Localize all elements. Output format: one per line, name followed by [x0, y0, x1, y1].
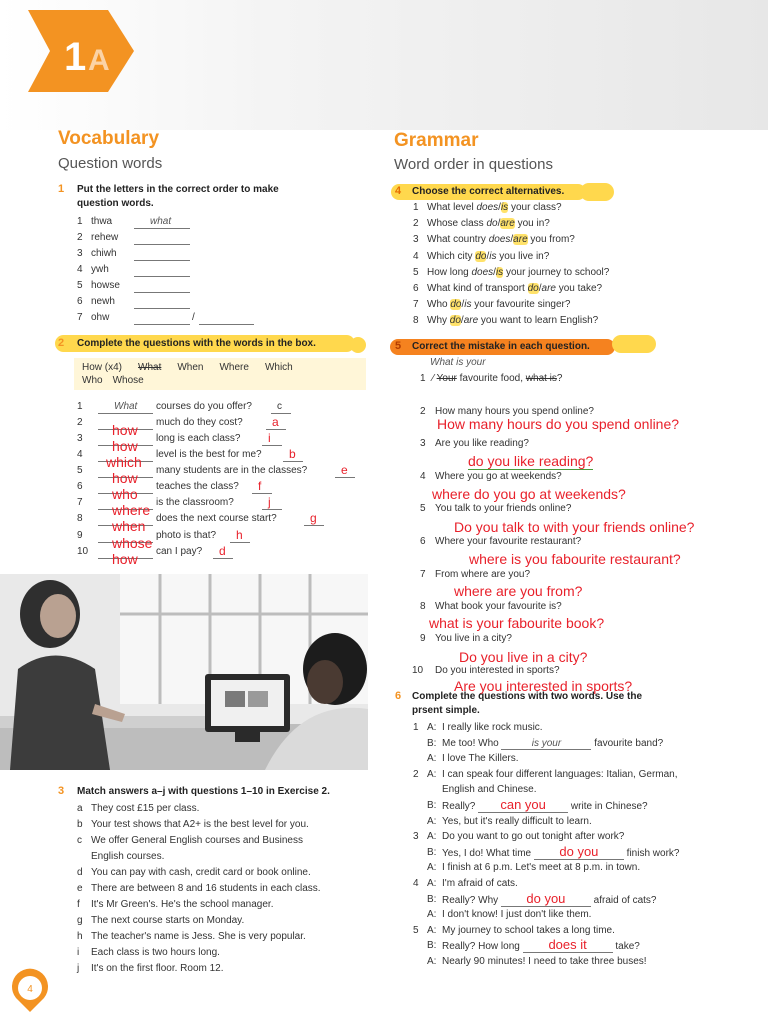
ex4-number: 4: [395, 185, 402, 197]
box-word: What: [138, 362, 162, 373]
question-start: What country: [427, 234, 489, 246]
page-number-badge: [10, 968, 50, 1014]
option-b: is: [489, 250, 497, 262]
item-letter: f: [77, 899, 80, 910]
match-letter: g: [310, 511, 317, 525]
match-blank: [262, 435, 282, 446]
grammar-subtitle: Word order in questions: [394, 156, 553, 173]
example-number: 1: [420, 373, 426, 384]
dialogue-text: [442, 797, 648, 813]
question-text: level is the best for me?: [156, 449, 262, 460]
option-a: does: [476, 202, 499, 213]
option-b: is: [495, 266, 504, 278]
question-line: [427, 218, 550, 229]
item-number: 5: [413, 266, 419, 278]
item-number: 4: [77, 449, 83, 460]
answer-text: We offer General English courses and Business: [91, 835, 303, 846]
option-separator: /: [460, 315, 464, 327]
answer-blank: [134, 282, 190, 293]
unit-letter: A: [88, 44, 110, 77]
example-answer: is your: [531, 737, 562, 749]
item-number: 4: [413, 878, 419, 889]
handwritten-correction: where is you fabourite restaurant?: [469, 551, 681, 567]
question-start: Who: [427, 299, 451, 311]
question-text: many students are in the classes?: [156, 465, 308, 476]
question-start: What level: [427, 202, 477, 213]
example-answer: what: [150, 216, 172, 227]
question-text: long is each class?: [156, 433, 241, 444]
item-letter: j: [77, 963, 80, 974]
answer-blank: [501, 890, 591, 907]
option-a: do: [486, 218, 498, 230]
item-letter: b: [77, 819, 83, 830]
handwritten-correction: where do you go at weekends?: [432, 486, 626, 502]
dialogue-end: favourite band?: [591, 737, 664, 749]
dialogue-start: Really? How long: [442, 941, 523, 953]
item-number: 1: [413, 722, 419, 733]
speaker-label: B:: [427, 893, 437, 905]
speaker-label: A:: [427, 862, 437, 874]
match-letter: i: [268, 431, 271, 445]
item-number: 10: [77, 546, 89, 557]
item-number: 7: [413, 299, 419, 311]
dialogue-start: Me too! Who: [442, 737, 502, 749]
answer-blank: [134, 266, 190, 277]
option-b: is: [500, 202, 509, 213]
question-end: you want to learn English?: [478, 315, 599, 327]
speaker-label: B:: [427, 940, 437, 952]
option-a: does: [488, 234, 511, 246]
option-b: are: [513, 234, 528, 246]
question-end: you take?: [555, 283, 603, 294]
item-letter: c: [77, 835, 82, 846]
dialogue-text: Nearly 90 minutes! I need to take three buses!: [442, 956, 647, 967]
speaker-label: A:: [427, 831, 437, 843]
box-word: When: [177, 362, 204, 373]
item-letter: a: [77, 803, 83, 814]
word-box-line-1: [82, 362, 293, 373]
item-number: 4: [413, 250, 419, 262]
ex1-number: 1: [58, 183, 65, 195]
dialogue-text: My journey to school takes a long time.: [442, 924, 615, 936]
scrambled-word: thwa: [91, 216, 113, 227]
item-number: 3: [77, 433, 83, 444]
option-separator: /: [497, 218, 501, 230]
vocabulary-title: Vocabulary: [58, 128, 160, 149]
handwritten-answer: which: [106, 454, 142, 470]
speaker-label: A:: [427, 722, 437, 733]
dialogue-start: Really? Why: [442, 894, 501, 906]
item-number: 6: [413, 283, 419, 294]
item-number: 1: [413, 202, 419, 213]
answer-blank: [534, 843, 624, 860]
dialogue-start: Yes, I do! What time: [442, 847, 534, 859]
option-b: are: [463, 315, 479, 327]
question-text: You talk to your friends online?: [435, 503, 572, 514]
item-number: 2: [77, 232, 83, 243]
answer-blank: [523, 937, 613, 953]
slash: /: [192, 312, 195, 323]
question-text: What book your favourite is?: [435, 601, 562, 612]
scrambled-word: howse: [91, 280, 120, 291]
dialogue-text: I really like rock music.: [442, 722, 543, 733]
item-letter: i: [77, 947, 80, 958]
handwritten-correction: Are you interested in sports?: [454, 678, 633, 694]
match-letter: f: [258, 479, 262, 493]
handwritten-correction: what is your fabourite book?: [429, 615, 605, 631]
dialogue-text: English and Chinese.: [442, 784, 537, 796]
dialogue-text: I love The Killers.: [442, 753, 519, 765]
answer-text: Your test shows that A2+ is the best level for you.: [91, 819, 309, 830]
handwritten-correction: where are you from?: [454, 583, 583, 599]
question-text: much do they cost?: [156, 417, 243, 428]
dialogue-end: take?: [612, 941, 640, 953]
question-line: [427, 234, 575, 245]
question-text: teaches the class?: [156, 481, 239, 492]
example-struck-phrase: what is: [525, 373, 557, 384]
option-separator: /: [538, 283, 542, 294]
item-number: 8: [77, 513, 83, 524]
ex1-instruction: Put the letters in the correct order to make: [77, 184, 279, 195]
example-end: ?: [556, 373, 563, 384]
example-struck-word: Your: [436, 373, 457, 384]
handwritten-correction: do you like reading?: [468, 453, 594, 469]
question-line: [427, 315, 598, 326]
handwritten-answer: how: [112, 551, 138, 567]
scrambled-word: newh: [91, 296, 115, 307]
unit-number: 1: [64, 35, 87, 79]
classroom-photo: [0, 574, 368, 770]
question-line: [427, 251, 549, 262]
option-b: are: [541, 283, 556, 294]
item-number: 5: [77, 280, 83, 291]
question-text: You live in a city?: [435, 633, 512, 644]
question-end: your journey to school?: [503, 266, 610, 278]
handwritten-answer: who: [112, 486, 138, 502]
handwritten-answer: how: [112, 470, 138, 486]
highlight-dot: [350, 337, 366, 353]
item-number: 8: [420, 601, 426, 612]
scrambled-word: ywh: [91, 264, 109, 275]
ex6-number: 6: [395, 690, 402, 702]
option-separator: /: [510, 234, 514, 246]
option-b: is: [464, 299, 472, 311]
question-text: photo is that?: [156, 530, 217, 541]
option-a: do: [475, 250, 487, 262]
answer-blank: [501, 738, 591, 750]
speaker-label: A:: [427, 956, 437, 967]
handwritten-answer: how: [112, 422, 138, 438]
item-number: 5: [420, 503, 426, 514]
option-separator: /: [461, 299, 465, 311]
match-letter: d: [219, 544, 226, 558]
handwritten-correction: How many hours do you spend online?: [437, 416, 680, 432]
speaker-label: A:: [427, 753, 437, 765]
unit-badge: [28, 10, 136, 92]
item-number: 9: [420, 633, 426, 644]
dialogue-text: [442, 843, 680, 860]
question-start: Whose class: [427, 218, 487, 230]
answer-text: English courses.: [91, 851, 165, 862]
question-text: Do you interested in sports?: [435, 665, 560, 676]
item-number: 4: [420, 471, 426, 482]
example-mid: favourite food,: [456, 373, 526, 384]
handwritten-answer: do you: [559, 843, 599, 859]
speaker-label: B:: [427, 846, 437, 858]
handwritten-answer: how: [112, 438, 138, 454]
ex1-instruction-2: question words.: [77, 198, 154, 209]
item-number: 3: [420, 438, 426, 449]
item-number: 2: [413, 768, 419, 780]
question-text: can I pay?: [156, 546, 203, 557]
question-line: [427, 299, 570, 310]
option-a: do: [449, 315, 461, 327]
answer-blank: [134, 234, 190, 245]
scrambled-word: rehew: [91, 232, 119, 243]
answer-text: The next course starts on Monday.: [91, 915, 245, 926]
question-start: What kind of transport: [427, 283, 528, 294]
highlight-dot: [612, 335, 656, 353]
option-separator: /: [493, 266, 496, 278]
question-text: Where you go at weekends?: [435, 471, 562, 482]
item-number: 5: [77, 465, 83, 476]
item-number: 5: [413, 924, 419, 936]
item-letter: d: [77, 867, 83, 878]
item-number: 6: [420, 536, 426, 547]
question-line: [427, 267, 609, 278]
speaker-label: A:: [427, 815, 437, 827]
box-word: Who: [82, 375, 103, 386]
ex4-instruction: Choose the correct alternatives.: [412, 186, 565, 197]
item-number: 6: [77, 296, 83, 307]
example-correction: What is your: [430, 357, 486, 368]
match-letter: e: [341, 463, 348, 477]
item-number: 6: [77, 481, 83, 492]
answer-text: The teacher's name is Jess. She is very popular.: [91, 931, 306, 942]
speaker-label: A:: [427, 909, 437, 921]
grammar-title: Grammar: [394, 130, 479, 151]
ex5-instruction: Correct the mistake in each question.: [412, 341, 590, 352]
item-number: 3: [77, 248, 83, 259]
question-start: How long: [427, 266, 472, 278]
box-word: Which: [264, 362, 293, 373]
answer-text: They cost £15 per class.: [91, 803, 200, 814]
ex2-number: 2: [58, 337, 65, 349]
question-line: [427, 283, 602, 294]
match-letter: c: [277, 401, 282, 412]
dialogue-text: Do you want to go out tonight after work?: [442, 831, 625, 843]
dialogue-end: afraid of cats?: [590, 894, 657, 906]
ex3-number: 3: [58, 785, 65, 797]
item-number: 1: [77, 216, 83, 227]
question-text: How many hours you spend online?: [435, 406, 594, 417]
page-number: 4: [27, 984, 33, 995]
item-number: 2: [420, 406, 426, 417]
dialogue-text: I finish at 6 p.m. Let's meet at 8 p.m. in town.: [442, 862, 641, 874]
handwritten-correction: Do you live in a city?: [459, 649, 588, 665]
handwritten-answer: can you: [500, 797, 546, 812]
question-text: Are you like reading?: [435, 438, 529, 449]
handwritten-answer: where: [112, 502, 151, 518]
speaker-label: A:: [427, 924, 437, 936]
item-number: 7: [420, 569, 426, 580]
item-number: 10: [412, 665, 424, 676]
box-word: Whose: [112, 375, 144, 386]
question-start: Why: [427, 315, 450, 327]
match-letter: j: [268, 495, 271, 509]
item-letter: e: [77, 883, 83, 894]
question-text: Where your favourite restaurant?: [435, 536, 582, 547]
item-number: 1: [77, 401, 83, 412]
answer-blank: [199, 314, 254, 325]
handwritten-answer: does it: [548, 937, 587, 953]
vocabulary-subtitle: Question words: [58, 155, 163, 172]
answer-text: There are between 8 and 16 students in each class.: [91, 883, 321, 894]
item-number: 2: [413, 218, 419, 230]
question-text: From where are you?: [435, 569, 531, 580]
dialogue-text: [442, 890, 657, 907]
answer-blank: [134, 314, 190, 325]
ex3-instruction: Match answers a–j with questions 1–10 in Exercise 2.: [77, 786, 330, 797]
match-letter: a: [272, 415, 279, 429]
option-separator: /: [486, 250, 490, 262]
dialogue-text: I can speak four different languages: Italian, German,: [442, 768, 678, 780]
option-a: do: [527, 283, 539, 294]
option-a: do: [450, 299, 462, 311]
answer-text: It's on the first floor. Room 12.: [91, 963, 224, 974]
speaker-label: A:: [427, 878, 437, 889]
dialogue-text: I don't know! I just don't like them.: [442, 909, 592, 921]
dialogue-text: [442, 738, 663, 750]
handwritten-answer: do you: [526, 890, 566, 906]
dialogue-end: write in Chinese?: [568, 801, 648, 812]
answer-blank: [478, 797, 568, 813]
match-blank: [252, 483, 272, 494]
handwritten-correction: Do you talk to with your friends online?: [454, 519, 695, 535]
box-word: Where: [219, 362, 249, 373]
option-b: are: [500, 218, 515, 230]
word-box-line-2: [82, 375, 144, 386]
question-text: courses do you offer?: [156, 401, 252, 412]
answer-text: You can pay with cash, credit card or book online.: [91, 867, 311, 878]
handwritten-answer: when: [112, 518, 146, 534]
item-number: 8: [413, 315, 419, 327]
ex6-instruction: Complete the questions with two words. Use the: [412, 691, 643, 702]
question-start: Which city: [427, 250, 476, 262]
match-letter: b: [289, 447, 296, 461]
dialogue-text: Yes, but it's really difficult to learn.: [442, 815, 592, 827]
example-answer: What: [114, 401, 138, 412]
answer-blank: [134, 298, 190, 309]
match-letter: h: [236, 528, 243, 542]
dialogue-text: I'm afraid of cats.: [442, 878, 518, 889]
dialogue-text: [442, 937, 640, 953]
question-end: you in?: [514, 218, 550, 230]
item-number: 2: [77, 417, 83, 428]
item-number: 7: [77, 497, 83, 508]
item-number: 7: [77, 312, 83, 323]
item-letter: g: [77, 915, 83, 926]
box-word: How (x4): [82, 362, 123, 373]
item-number: 3: [413, 234, 419, 246]
match-blank: [262, 499, 282, 510]
answer-text: Each class is two hours long.: [91, 947, 220, 958]
question-text: does the next course start?: [156, 513, 277, 524]
question-text: is the classroom?: [156, 497, 234, 508]
dialogue-end: finish work?: [623, 847, 680, 859]
item-letter: h: [77, 931, 83, 942]
ex5-number: 5: [395, 340, 402, 352]
answer-blank: [134, 250, 190, 261]
question-end: you live in?: [496, 250, 550, 262]
highlight-dot: [580, 183, 614, 201]
item-number: 9: [77, 530, 83, 541]
question-end: your class?: [508, 202, 562, 213]
item-number: 4: [77, 264, 83, 275]
question-end: your favourite singer?: [471, 299, 571, 311]
scrambled-word: ohw: [91, 312, 110, 323]
handwritten-answer: whose: [112, 535, 153, 551]
scrambled-word: chiwh: [91, 248, 117, 259]
item-number: 3: [413, 831, 419, 843]
speaker-label: B:: [427, 800, 437, 811]
question-end: you from?: [527, 234, 575, 246]
speaker-label: B:: [427, 737, 437, 749]
option-a: does: [471, 266, 494, 278]
answer-text: It's Mr Green's. He's the school manager.: [91, 899, 274, 910]
ex2-instruction: Complete the questions with the words in the box.: [77, 338, 316, 349]
ex6-instruction-2: prsent simple.: [412, 705, 480, 716]
option-separator: /: [498, 202, 501, 213]
dialogue-start: Really?: [442, 801, 479, 812]
speaker-label: A:: [427, 768, 437, 780]
example-line: 1 ⁄ Your favourite food, what is?: [420, 373, 563, 384]
question-line: [427, 202, 562, 213]
